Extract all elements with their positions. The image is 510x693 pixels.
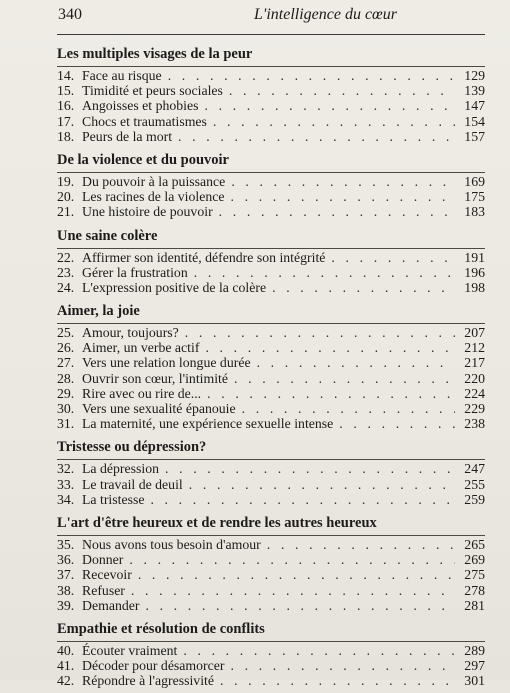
chapter-title: Gérer la frustration (82, 264, 188, 280)
running-title: L'intelligence du cœur (254, 6, 397, 23)
dot-leader (231, 658, 456, 673)
section-title: Aimer, la joie (57, 303, 140, 320)
toc-entry (57, 643, 485, 658)
section-rule (57, 248, 485, 249)
chapter-page: 278 (464, 582, 485, 598)
chapter-number: 38. (57, 582, 75, 598)
toc-entry (57, 340, 485, 355)
chapter-title: Aimer, un verbe actif (82, 340, 200, 356)
chapter-title: Demander (82, 597, 140, 613)
toc-entry (57, 416, 485, 431)
chapter-title: Recevoir (82, 567, 132, 583)
toc-entry (57, 658, 485, 673)
toc-section (57, 43, 485, 144)
toc-entry (57, 583, 485, 598)
chapter-number: 32. (57, 461, 75, 477)
section-title: Les multiples visages de la peur (57, 46, 253, 62)
chapter-title: Nous avons tous besoin d'amour (82, 536, 261, 552)
chapter-number: 31. (57, 416, 75, 432)
toc-entry (57, 567, 485, 582)
section-rule (57, 459, 485, 460)
chapter-title: Peurs de la mort (82, 128, 173, 144)
chapter-number: 26. (57, 340, 75, 356)
dot-leader (145, 598, 455, 613)
toc-section (57, 436, 485, 507)
dot-leader (331, 250, 455, 265)
chapter-page: 147 (464, 98, 485, 114)
dot-leader (168, 68, 455, 83)
section-title: De la violence et du pouvoir (57, 151, 229, 168)
chapter-page: 297 (464, 658, 485, 674)
chapter-page: 229 (464, 401, 485, 416)
toc-entry (57, 461, 485, 476)
chapter-title: Refuser (82, 582, 125, 598)
chapter-number: 27. (57, 355, 75, 371)
chapter-number: 29. (57, 385, 75, 401)
toc-entry (57, 114, 485, 129)
chapter-page: 154 (464, 113, 485, 129)
dot-leader (220, 673, 455, 688)
chapter-number: 36. (57, 552, 75, 568)
dot-leader (234, 371, 455, 386)
chapter-page: 247 (464, 461, 485, 477)
toc-entry (57, 355, 485, 370)
dot-leader (183, 643, 455, 658)
chapter-page: 196 (464, 264, 485, 280)
chapter-title: Timidité et peurs sociales (82, 83, 223, 99)
chapter-page: 169 (464, 173, 485, 189)
table-of-contents (57, 43, 485, 693)
toc-entry (57, 492, 485, 507)
chapter-page: 255 (464, 476, 485, 492)
header-rule (57, 34, 485, 35)
chapter-title: La maternité, une expérience sexuelle intense (82, 416, 334, 432)
chapter-page: 217 (464, 355, 485, 371)
dot-leader (242, 401, 455, 416)
chapter-number: 30. (57, 401, 75, 416)
chapter-title: La dépression (82, 461, 160, 477)
dot-leader (339, 416, 455, 431)
chapter-title: Une histoire de pouvoir (82, 204, 213, 220)
chapter-page: 220 (464, 370, 485, 386)
toc-section (57, 149, 485, 220)
chapter-number: 37. (57, 567, 75, 583)
chapter-title: Les racines de la violence (82, 189, 225, 205)
section-rule (57, 535, 485, 536)
chapter-number: 19. (57, 173, 75, 189)
dot-leader (213, 114, 455, 129)
section-title: L'art d'être heureux et de rendre les autres heureux (57, 514, 377, 531)
toc-entry (57, 189, 485, 204)
chapter-number: 22. (57, 249, 75, 265)
chapter-page: 207 (464, 325, 485, 341)
chapter-title: Rire avec ou rire de... (82, 385, 202, 401)
toc-entry (57, 401, 485, 416)
dot-leader (219, 204, 455, 219)
chapter-title: La tristesse (82, 491, 145, 507)
dot-leader (231, 174, 455, 189)
chapter-number: 34. (57, 491, 75, 507)
toc-entry (57, 371, 485, 386)
toc-section (57, 618, 485, 689)
dot-leader (129, 552, 455, 567)
chapter-title: Vers une sexualité épanouie (82, 401, 236, 416)
chapter-title: Angoisses et phobies (82, 98, 199, 114)
chapter-page: 281 (464, 597, 485, 613)
chapter-title: Amour, toujours? (82, 325, 179, 341)
chapter-page: 191 (464, 249, 485, 265)
toc-entry (57, 552, 485, 567)
chapter-page: 198 (464, 279, 485, 295)
toc-entry (57, 98, 485, 113)
toc-entry (57, 477, 485, 492)
chapter-title: Décoder pour désamorcer (82, 658, 225, 674)
toc-entry (57, 250, 485, 265)
chapter-number: 15. (57, 83, 75, 99)
toc-entry (57, 83, 485, 98)
chapter-number: 40. (57, 642, 75, 658)
toc-entry (57, 68, 485, 83)
toc-entry (57, 598, 485, 613)
chapter-number: 35. (57, 536, 75, 552)
dot-leader (178, 129, 455, 144)
chapter-title: Du pouvoir à la puissance (82, 173, 226, 189)
chapter-title: Donner (82, 552, 124, 568)
section-rule (57, 641, 485, 642)
dot-leader (131, 583, 455, 598)
dot-leader (189, 477, 455, 492)
chapter-number: 20. (57, 189, 75, 205)
chapter-number: 33. (57, 476, 75, 492)
chapter-page: 301 (464, 673, 485, 689)
dot-leader (229, 83, 455, 98)
chapter-number: 21. (57, 204, 75, 220)
dot-leader (272, 280, 455, 295)
dot-leader (185, 325, 455, 340)
toc-entry (57, 325, 485, 340)
chapter-number: 14. (57, 68, 75, 83)
chapter-number: 17. (57, 113, 75, 129)
chapter-number: 18. (57, 128, 75, 144)
dot-leader (205, 340, 455, 355)
chapter-page: 289 (464, 642, 485, 658)
toc-entry (57, 204, 485, 219)
toc-entry (57, 386, 485, 401)
chapter-number: 25. (57, 325, 75, 341)
running-head (58, 6, 484, 28)
dot-leader (205, 98, 456, 113)
chapter-title: Écouter vraiment (82, 642, 178, 658)
chapter-title: Ouvrir son cœur, l'intimité (82, 370, 229, 386)
chapter-page: 212 (464, 340, 485, 356)
chapter-title: Vers une relation longue durée (82, 355, 251, 371)
dot-leader (231, 189, 456, 204)
chapter-number: 39. (57, 597, 75, 613)
toc-section (57, 225, 485, 296)
chapter-title: Face au risque (82, 68, 162, 83)
chapter-page: 129 (464, 68, 485, 83)
chapter-number: 23. (57, 264, 75, 280)
toc-entry (57, 673, 485, 688)
section-title: Une saine colère (57, 227, 158, 244)
dot-leader (257, 355, 455, 370)
chapter-title: Chocs et traumatismes (82, 113, 207, 129)
toc-section (57, 512, 485, 613)
page-number: 340 (58, 6, 82, 23)
chapter-number: 41. (57, 658, 75, 674)
section-title: Empathie et résolution de conflits (57, 620, 265, 637)
dot-leader (165, 461, 455, 476)
chapter-number: 16. (57, 98, 75, 114)
dot-leader (267, 537, 455, 552)
chapter-number: 28. (57, 370, 75, 386)
chapter-title: Le travail de deuil (82, 476, 183, 492)
chapter-page: 175 (464, 189, 485, 205)
dot-leader (150, 492, 455, 507)
dot-leader (207, 386, 455, 401)
chapter-page: 275 (464, 567, 485, 583)
toc-entry (57, 129, 485, 144)
chapter-page: 265 (464, 536, 485, 552)
chapter-page: 157 (464, 128, 485, 144)
chapter-page: 183 (464, 204, 485, 220)
toc-entry (57, 280, 485, 295)
chapter-number: 42. (57, 673, 75, 689)
section-rule (57, 323, 485, 324)
section-title: Tristesse ou dépression? (57, 439, 207, 456)
chapter-page: 139 (464, 83, 485, 99)
chapter-number: 24. (57, 279, 75, 295)
chapter-page: 259 (464, 491, 485, 507)
toc-entry (57, 174, 485, 189)
dot-leader (138, 567, 455, 582)
toc-entry (57, 265, 485, 280)
section-rule (57, 172, 485, 173)
chapter-title: Affirmer son identité, défendre son intégrité (82, 249, 326, 265)
toc-entry (57, 537, 485, 552)
chapter-title: L'expression positive de la colère (82, 279, 267, 295)
chapter-title: Répondre à l'agressivité (82, 673, 214, 689)
section-rule (57, 66, 485, 67)
toc-section (57, 300, 485, 431)
dot-leader (194, 265, 455, 280)
chapter-page: 269 (464, 552, 485, 568)
chapter-page: 238 (464, 416, 485, 432)
chapter-page: 224 (464, 385, 485, 401)
